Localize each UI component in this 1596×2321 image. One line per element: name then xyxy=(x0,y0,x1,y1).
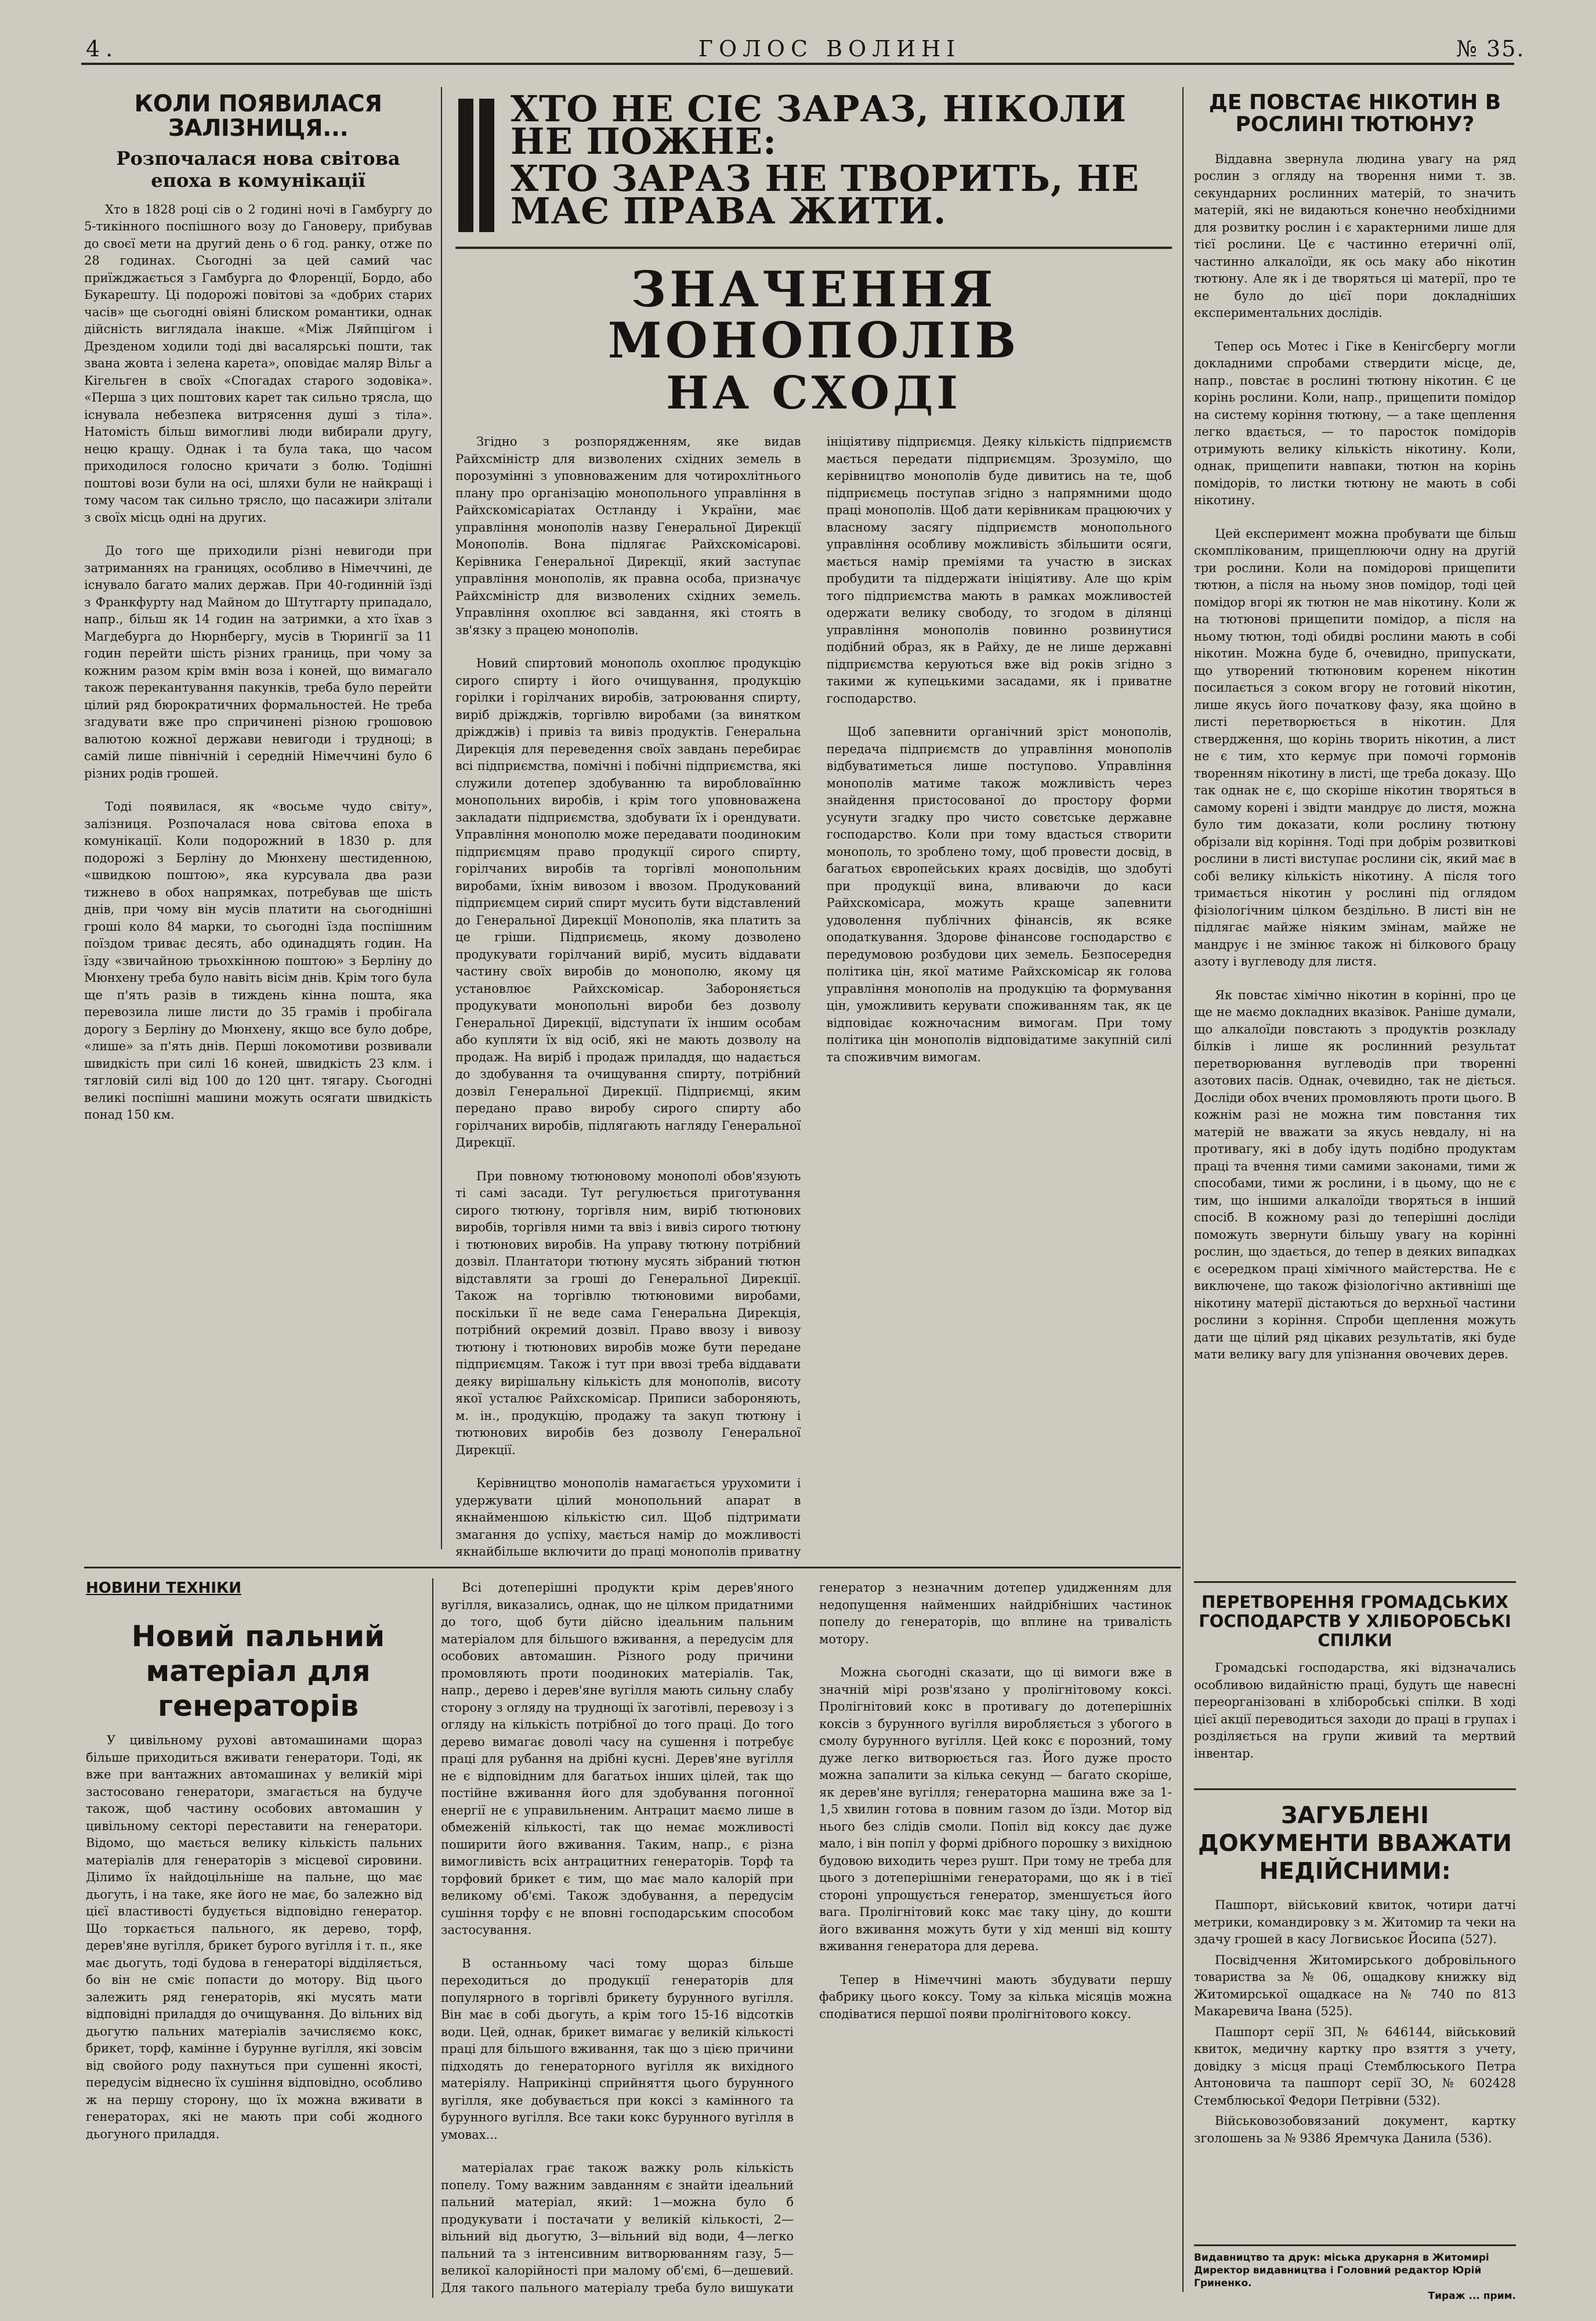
railway-paragraph: До того ще приходили різні невигоди при затриманнях на границях, особливо в Німеччині, де існувало багато малих держав. При 40-годинній їзді з Франкфурту над Майном до Штутгарту припадало, напр., більш як 14 годин на затримки, а хто їхав з Магдебурга до Нюрнбергу, мусів в Тюрингії за 11 годин перейти шість різних границь, при чому за кожним разом крім вмін воза і коней, що вимагало також перекантування пакунків, треба було перейти цілий ряд бюрократичних формальностей. Не треба згадувати вже про спричинені різною грошовою валютою кожної держави невигоди і трудноці; в самій лише північній і середній Німеччині було 6 різних родів грошей. xyxy=(84,544,432,780)
imprint-line: Видавництво та друк: міська друкарня в Житомирі xyxy=(1194,2252,1489,2264)
lost-document-item: Пашпорт серії ЗП, № 646144, військовий квиток, медичну картку про взяття з учету, довідку з місця праці Стемблюського Петра Антоновича та пашпорт серії ЗО, № 602428 Стемблюської Федори Петрівни (532). xyxy=(1194,2024,1516,2107)
imprint-line: Тираж ... прим. xyxy=(1428,2290,1516,2302)
reform-text: Громадські господарства, які відзначались особливою видайністю праці, будуть ще навесні переорганізовані в хліборобські спілки. В ході цієї акції переводиться заходи до праці в групах і розділяється на групи живий та мертвий інвентар. xyxy=(1194,1661,1516,1760)
nicotine-title: ДЕ ПОВСТАЄ НІКОТИН В РОСЛИНІ ТЮТЮНУ? xyxy=(1208,91,1501,136)
railway-paragraph: Хто в 1828 році сів о 2 годині ночі в Гамбургу до 5-тикінного поспішного возу до Гановеру, прибував до своєї мети на другий день о 6 год. ранку, отже по 28 годинах. Сьогодні за цей самий час приїжджається з Гамбурга до Флоренції, Бордо, або Букарешту. Ці подорожі повітові за «добрих старих часів» ще сьогодні овіяні блиском романтики, однак дійсність виглядала інакше. «Між Ляйпцігом і Дрезденом ходили тоді дві васалярські пошти, так звана жовта і зелена карета», оповідає маляр Вільг а Кігельген в своїх «Спогадах старого зодовіка». «Перша з цих поштових карет так сильно трясла, що існувала небезпека витрясення душі з тіла». Натомість більш вимогливі люди вибирали другу, нецю кращу. Однак і та була така, що часом приходилося голосно кричати з болю. Тодішні поштові вози були на осі, шляхи були не найкращі і тому часом так сильно трясло, що пасажири злітали з своїх місць одні на других. xyxy=(84,202,432,525)
imprint-rule xyxy=(1194,2244,1516,2246)
nicotine-paragraph: Цей експеримент можна пробувати ще більш скомплікованим, прищеплюючи одну на другій три рослини. Коли на помідорові прищепити тютюн, а після на ньому знов помідор, тоді цей помідор вгорі як тютюн не мав нікотину. Коли ж на тютюнові прищепити помідор, а після на ньому тютюн, тоді обидві рослини мають в собі нікотин. Можна буде б, очевидно, припускати, що утворений тютюновим коренем нікотин посилається з соком вгору не готовий нікотин, лише якусь його початкову фазу, яка щойно в листі перетворюється в нікотин. Для ствердження, що корінь творить нікотин, а лист не є тим, хто кермує при помочі гормонів творенням нікотину в листі, ще треба доказу. Що так однак не є, що скоріше нікотин творяться в самому корені і звідти мандрує до листя, можна було тим доказати, коли рослину тютюну обрізали від коріння. Тоді при добрім розвиткові рослини в листі виступає рослини сік, який має в собі велику кількість нікотину. А після того тримається нікотин у рослині під оглядом фізіологічним цілком бездільно. В листі він не підлягає майже ніяким змінам, майже не мандрує і не змінює також ні білкового брацу азоту і вуглеводу для листя. xyxy=(1194,526,1516,969)
monopoly-article xyxy=(455,261,1172,1559)
technika-title: Новий пальний матеріал для генераторів xyxy=(131,1619,385,1723)
railway-paragraph: Тоді появилася, як «восьме чудо світу», залізниця. Розпочалася нова світова епоха в комунікації. Коли подорожний в 1830 р. для подорожі з Берліну до Мюнхену шестиденною, «швидкою поштою», яка курсувала два рази тижнево в обох напрямках, потребував ще шість днів, при чому він мусів платити на сьогоднішні гроші коло 84 марки, то сьогодні їзда поспішним поїздом триває десять, або одинадцять годин. На їзду «звичайною трьохкінною поштою» з Берліну до Мюнхену треба було навіть вісім днів. Крім того була ще п'ять разів в тиждень кінна пошта, яка перевозила лише листи до 35 грамів і пробігала дорогу з Берліну до Мюнхену, якщо все було добре, «лише» за п'ять днів. Перші локомотиви розвивали швидкість при силі 16 коней, швидкість 23 клм. і тягловій силі від 100 до 120 цнт. тягару. Сьогодні великі поспішні машини можуть осягати швидкість понад 150 км. xyxy=(84,800,432,1122)
reform-body xyxy=(1194,1660,1516,1776)
monopoly-paragraph: При повному тютюновому монополі обов'язують ті самі засади. Тут регулюється приготування сирого тютюну, торгівля ним, виріб тютюнових виробів, торгівля ними та ввіз і вивіз сирого тютюну і тютюнових виробів. На управу тютюну потрібний дозвіл. Плантатори тютюну мусять зібраний тютюн відставляти за гроші до Генеральної Дирекції. Також на торгівлю тютюновими виробами, поскільки її не веде сама Генеральна Дирекція, потрібний окремий дозвіл. Право ввозу і вивозу тютюну і тютюнових виробів може бути передане підприємцям. Також і тут при ввозі треба віддавати деяку вирішальну кількість для монополів, висоту якої усталює Райхскомісар. Приписи забороняють, м. ін., продукцію, продажу та закуп тютюну і тютюнових виробів без дозволу Генеральної Дирекції. xyxy=(455,1169,801,1457)
reform-title: ПЕРЕТВОРЕННЯ ГРОМАДСЬКИХ ГОСПОДАРСТВ У ХЛІБОРОБСЬКІ СПІЛКИ xyxy=(1199,1592,1511,1650)
slogan-box xyxy=(458,88,1169,238)
monopoly-body xyxy=(455,433,1172,1571)
technika-paragraph: Тепер в Німеччині мають збудувати першу фабрику цього коксу. Тому за кілька місяців можна сподіватися першої появи пролігнітового коксу. xyxy=(819,1972,1172,2021)
slogan-line-2: ХТО ЗАРАЗ НЕ ТВОРИТЬ, НЕ МАЄ ПРАВА ЖИТИ. xyxy=(511,157,1139,232)
railway-body xyxy=(84,201,432,1559)
slogan-bar xyxy=(479,99,494,232)
nicotine-paragraph: Віддавна звернула людина увагу на ряд рослин з огляду на творення ними т. зв. секундарних рослинних матерій, то значить матерій, які не видаються конечно необхідними для розвитку рослин і є характерними лише для тієї рослини. Це є частинно етеричні олії, частинно алкалоїди, як ось маку або нікотин тютюну. Але як і де творяться ці матерії, про те не було до цієї пори докладніших експериментальних дослідів. xyxy=(1194,151,1516,320)
page-number: 4. xyxy=(86,36,119,62)
railway-article xyxy=(84,92,432,1560)
lost-documents xyxy=(1194,1802,1516,2237)
monopoly-title: ЗНАЧЕННЯ МОНОПОЛІВ xyxy=(607,261,1020,370)
column-divider xyxy=(441,87,442,1549)
monopoly-title-2: НА СХОДІ xyxy=(666,367,961,420)
technika-paragraph: В останньому часі тому щораз більше переходиться до продукції генераторів для популярного в торгівлі брикету бурунного вугілля. Він має в собі дьогуть, а крім того 15-16 відсотків води. Цей, однак, брикет вимагає у великій кількості праці для більшого вживання, так що з цією причини підходять до генераторного вугілля як вихідного матеріялу. Наприкінці сприйняття цього бурунного вугілля, яке добувається при коксі з камінного та бурунного вугілля. Все таки кокс бурунного вугілля в умовах... xyxy=(441,1956,794,2142)
railway-title: КОЛИ ПОЯВИЛАСЯ ЗАЛІЗНИЦЯ... xyxy=(134,91,382,142)
slogan-bar xyxy=(458,99,473,232)
lost-document-item: Посвідчення Житомирського добровільного товариства за № 06, ощадкову книжку від Житомирської ощадкасе на № 740 по 813 Макаревича Івана (525). xyxy=(1194,1953,1516,2018)
technika-paragraph: Можна сьогодні сказати, що ці вимоги вже в значній мірі розв'язано у пролігнітовому коксі. Пролігнітовий кокс в противагу до дотеперішніх коксів з бурунного вугілля виробляється з убогого в смолу бурунного вугілля. Цей кокс є порозний, тому дуже легко витворюється газ. Його дуже просто можна запалити за кілька секунд — багато скоріше, як дерев'яне вугілля; генераторна машина вже за 1-1,5 хвилин готова в повним газом до їзди. Мотор від нього без слідів смоли. Попіл від коксу дає дуже мало, і він попіл у формі дрібного порошку з вихідною будовою виходить через рушт. При тому не треба для цього з дотеперішніми генераторами, що як і в тієї стороні упрощується генератор, зменшується його вага. Пролігнітовий кокс має таку ціну, до кошти його вживання можуть бути у хід менші від кошту вживання генератора для дерева. xyxy=(819,1665,1172,1953)
slogan-line-1: ХТО НЕ СІЄ ЗАРАЗ, НІКОЛИ НЕ ПОЖНЕ: xyxy=(511,88,1127,162)
monopoly-paragraph: Щоб запевнити органічний зріст монополів, передача підприємств до управління монополів відбуватиметься лише поступово. Управління монополів матиме також можливість через знайдення пристосованої до простору форми усунути згадку про чисто совєтське державне господарство. Коли при тому вдасться створити монополь, то зроблено тому, щоб провести досвід, в багатьох європейських краях досвідів, що здобуті при продукції вина, вливаючи до каси Райхскомісара, можуть краще запевнити удоволення публічних фінансів, як всяке оподаткування. Здорове фінансове господарство є передумовою розбудови цих земель. Безпосередня політика цін, якої матиме Райхскомісар як голова управління монополів на продукцію та формування цін, уможливить керувати споживанням так, як це відповідає кожночасним вимогам. При тому політика цін монополів відповідатиме закупній силі та споживчим вимогам. xyxy=(826,725,1172,1064)
monopoly-paragraph: Згідно з розпорядженням, яке видав Райхсміністр для визволених східних земель в порозумінні з уповноваженим для чотирохлітнього плану про організацію монопольного управління в Райхскомісаріатах Остланду і України, має управління монополів назву Генеральної Дирекції Монополів. Вона підлягає Райхскомісарові. Керівника Генеральної Дирекції, який заступає управління монополів, як правна особа, призначує Райхсміністр для визволених східних земель. Управління охоплює всі завдання, які стоять в зв'язку з працею монополів. xyxy=(455,435,801,637)
lost-document-item: Військовозобовязаний документ, картку зголошень за № 9386 Яремчука Данила (536). xyxy=(1194,2114,1516,2145)
paper-title: ГОЛОС ВОЛИНІ xyxy=(698,36,961,62)
monopoly-paragraph: Керівництво монополів намагається урухомити і удержувати цілий монопольний апарат в якнайменшою кількістю сил. Щоб підтримати змагання до успіху, мається намір до можливості якнайбільше включити до праці монополів приватну ініціятиву підприємця. Деяку кількість підприємств мається передати підприємцям. Зрозуміло, що керівництво монополів буде дивитись на те, щоб підприємець поступав згідно з напрямними щодо праці монополів. Щоб дати керівникам працюючих у власному засягу підприємств монопольного управління особливу можливість збільшити осяги, мається намір преміями та участю в зисках пробудити та піддержати ініціятиву. Але що крім того підприємства мають в рамках можливостей одержати велику свободу, то згодом в ділянці управління монополів повинно розвинутися подібний образ, як в Райху, де не лише державні підприємства керуються вже від років згідно з такими ж купецькими засадами, як і приватне господарство. xyxy=(455,435,1172,1559)
reform-bottom-rule xyxy=(1194,1788,1516,1790)
nicotine-article xyxy=(1194,92,1516,1560)
technika-paragraph: Всі дотеперішні продукти крім дерев'яного вугілля, виказались, однак, що не цілком придатними до того, щоб бути дійсно ідеальним пальним матеріалом для більшого вживання, а передусім для особових автомашин. Різного роду причини промовляють проти поодиноких матеріалів. Так, напр., дерево і дерев'яне вугілля мають сильну слабу сторону з огляду на труднощі їх заготівлі, перевозу і з огляду на кількість потрібної до того праці. До того дерево вимагає доволі часу на сушення і потребує праці для рубання на дрібні кусні. Дерев'яне вугілля не є відповідним для багатьох інших цілей, так що постійне вживання його для здобування погонної енергії не є управильненим. Антрацит маємо лише в обмеженій кількості, так що немає можливості поширити його вживання. Таким, напр., є різна вимогливість всіх антрацитних генераторів. Торф та торфовий брикет є тим, що має мало калорій при великому об'ємі. Також здобування, а передусім сушіння торфу є не вповні господарським способом застосування. xyxy=(441,1581,794,1937)
technika-kicker: НОВИНИ ТЕХНІКИ xyxy=(86,1579,241,1597)
nicotine-paragraph: Як повстає хімічно нікотин в корінні, про це ще не маємо докладних вказівок. Раніше думали, що алкалоїди повстають з продуктів розкладу білків і лише як рослинний результат перетворювання вуглеводів при творенні азотових пасів. Однак, очевидно, так не діється. Досліди обох вчених промовляють проти цього. В кожнім разі не можна тим повстання тих матерій не вважати за якусь невдалу, ні на противагу, які в добу ідуть подібно продуктам праці та вчення тими самими законами, тими ж способами, тими ж рослини, і в цьому, що не є тим, що іншими алкалоїди творяться в інший спосіб. В кожному разі до теперішні досліди поможуть звернути більшу увагу на корінні рослин, що здається, до тепер в деяких випадках є осередком праці хімічного майстерства. Не є виключене, що також фізіологічно активніші ще нікотину матерії дістаються до верхньої частини рослини з коріння. Спроби щеплення можуть дати ще цілий ряд цікавих результатів, які буде мати велику вагу для упізнання овочевих дерев. xyxy=(1194,988,1516,1362)
technika-body xyxy=(86,1732,422,2301)
nicotine-body xyxy=(1194,151,1516,1520)
reform-notice xyxy=(1194,1593,1516,1784)
railway-subtitle: Розпочалася нова світова епоха в комунікації xyxy=(116,147,400,192)
column-divider xyxy=(1182,87,1184,2292)
lost-documents-title: ЗАГУБЛЕНІ ДОКУМЕНТИ ВВАЖАТИ НЕДІЙСНИМИ: xyxy=(1197,1802,1512,1885)
monopoly-paragraph: Новий спиртовий монополь охоплює продукцію сирого спирту і його очищування, продукцію горілки і горілчаних виробів, затроювання спирту, виріб дріжджів, торгівлю виробами (за винятком дріжджів) і привіз та вивіз продуктів. Генеральна Дирекція для переведення своїх завдань перебирає всі підприємства, помічні і побічні підприємства, які служили дотепер здобуванню та виробловаїнню монопольних виробів, і крім того уповноважена закладати підприємства, здобувати їх і орендувати. Управління монополю може передавати поодиноким підприємцям право продукції сирого спирту, горілчаних виробів та торгівлі монопольним виробами, їхнім вивозом і ввозом. Продукований підприємцем сирий спирт мусить бути відставлений до Генеральної Дирекції Монополів, яка платить за це гріши. Підприємець, якому дозволено продукувати горілчаний виріб, мусить віддавати частину своїх виробів до монополю, якому ця установлює Райхскомісар. Забороняється продукувати монопольні вироби без дозволу Генеральної Дирекції, відступати їх іншим особам або купляти їх від осіб, які не мають дозволу на продаж. На виріб і продаж приладдя, що надається до здобування та очищування спирту, потрібний дозвіл Генеральної Дирекції. Підприємці, яким передано право виробу сирого спирту або горілчаних виробів, підлягають нагляду Генеральної Дирекції. xyxy=(455,656,801,1150)
nicotine-paragraph: Тепер ось Мотес і Гіке в Кенігсбергу могли докладними спробами ствердити місце, де, напр., повстає в рослині тютюну нікотин. Є це корінь рослини. Коли, напр., прищепити помідор на систему коріння тютюну, — а таке щеплення легко вдається, — то паросток помідорів отримують велику кількість нікотину. Коли, однак, прищепити навпаки, тютюн на корінь помідорів, то листки тютюну не мають в собі нікотину. xyxy=(1194,339,1516,508)
column-divider xyxy=(432,1578,433,2298)
technika-paragraph: У цивільному рухові автомашинами щораз більше приходиться вживати генератори. Тоді, як вже при вантажних автомашинах у великій мірі застосовано генератори, змагається на будуче також, щоб частину особових автомашин у цивільному секторі переставити на генератори. Відомо, що мається велику кількість пальних матеріалів для генераторів з місцевої сировини. Ділимо їх найдоцільніше на пальне, що має дьогуть, і на таке, яке його не має, бо залежно від цієї властивості будується відповідно генератор. Що торкається пального, як дерево, торф, дерев'яне вугілля, брикет бурого вугілля і т. п., яке має дьогуть, тоді будова в генераторі відділяється, бо він не сміє попасти до мотору. Від цього залежить ряд генераторів, які мусять мати відповідні приладдя до очищування. До вільних від дьогутю пальних матеріалів зачисляємо кокс, брикет, торф, камінне і бурунне вугілля, які зовсім від свойого роду пахнуться при сушенні якості, передусім віднесно їх сушіння відповідно, особливо ж на першу сторону, що їх можна вживати в генераторах, які не мають при собі жодного дьогуного приладдя. xyxy=(86,1733,422,2141)
imprint xyxy=(1194,2251,1516,2302)
lost-documents-list xyxy=(1194,1897,1516,2245)
technika-body-continued xyxy=(441,1579,1172,2299)
slogan-rule xyxy=(455,247,1172,249)
imprint-line: Директор видавництва і Головний редактор Юрій Гриненко. xyxy=(1194,2265,1482,2289)
technika-paragraph: матеріалах грає також важку роль кількість попелу. Тому важним завданням є знайти ідеальний пальний матеріал, який: 1—можна було б продукувати і постачати у великій кількості, 2—вільний від дьогутю, 3—вільний від води, 4—легко пальний та з інтенсивним витворюванням газу, 5—великої калорійності при малому об'ємі, 6—дешевий. Для такого пального матеріалу треба було вишукати генератор з незначним дотепер удидженням для недопущення найменших найдрібніших частинок попелу до генераторів, що вплине на тривалість мотору. xyxy=(441,1581,1172,2295)
lost-document-item: Пашпорт, військовий квиток, чотири датчі метрики, командировку з м. Житомир та чеки на здачу грошей в касу Логвиськоє Йосипа (527). xyxy=(1194,1898,1516,1946)
masthead-rule xyxy=(81,63,1514,65)
reform-top-rule xyxy=(1194,1581,1516,1583)
issue-number: № 35. xyxy=(1456,36,1525,62)
